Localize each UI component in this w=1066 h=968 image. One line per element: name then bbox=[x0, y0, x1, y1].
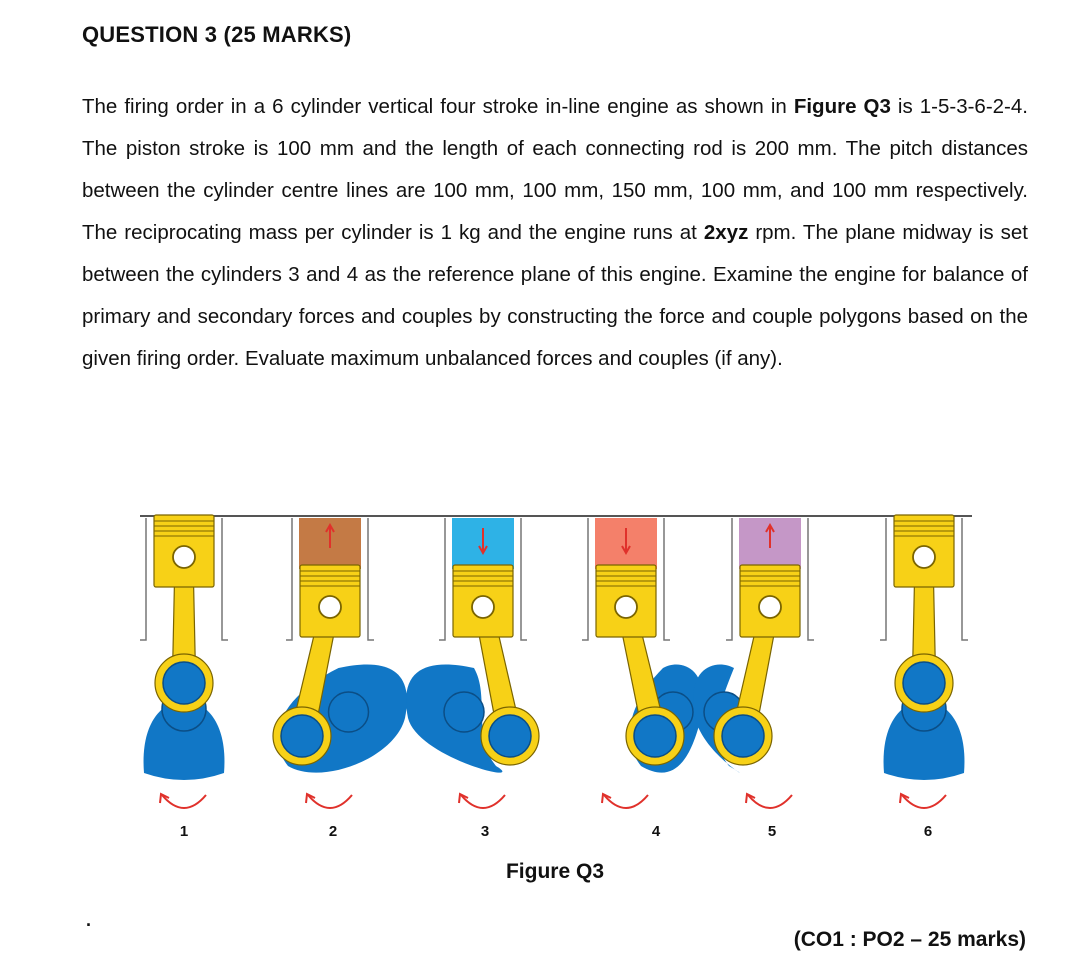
cylinder-3 bbox=[406, 518, 539, 840]
question-heading: QUESTION 3 (25 MARKS) bbox=[82, 22, 352, 47]
cylinder-5 bbox=[693, 518, 814, 840]
question-text bbox=[82, 86, 1028, 380]
crank-pin bbox=[903, 662, 945, 704]
gudgeon-pin bbox=[319, 596, 341, 618]
question-text-part-1: The firing order in a 6 cylinder vertical four stroke in-line engine as shown in bbox=[82, 95, 794, 118]
question-text-part-2: is 1-5-3-6-2-4. The piston stroke is 100 mm and the length of each connecting rod is 200 mm. The pitch distances between the cylinder centre lines are 100 mm, 100 mm, 150 mm, 100 mm, and 100 mm respectively. The reciprocating mass per cylinder is 1 kg and the engine runs at bbox=[82, 95, 1028, 244]
engine-speed: 2xyz bbox=[703, 221, 749, 244]
gudgeon-pin bbox=[472, 596, 494, 618]
cylinder-label-3: 3 bbox=[480, 823, 490, 840]
crankshaft-journal bbox=[329, 692, 369, 732]
figure-reference: Figure Q3 bbox=[793, 95, 891, 118]
cylinder-label-1: 1 bbox=[179, 823, 189, 840]
cylinder-label-5: 5 bbox=[767, 823, 777, 840]
cylinder-2 bbox=[273, 518, 407, 840]
cylinder-label-2: 2 bbox=[328, 823, 338, 840]
gudgeon-pin bbox=[615, 596, 637, 618]
gudgeon-pin bbox=[759, 596, 781, 618]
engine-figure bbox=[0, 500, 1066, 860]
gudgeon-pin bbox=[173, 546, 195, 568]
cylinder-label-6: 6 bbox=[923, 823, 933, 840]
cylinder-1 bbox=[140, 515, 228, 840]
crank-pin bbox=[281, 715, 323, 757]
figure-caption: Figure Q3 bbox=[505, 860, 605, 883]
stray-dot: . bbox=[86, 910, 92, 930]
cylinder-4 bbox=[582, 518, 703, 840]
gudgeon-pin bbox=[913, 546, 935, 568]
crank-pin bbox=[634, 715, 676, 757]
crank-pin bbox=[722, 715, 764, 757]
cylinder-6 bbox=[880, 515, 968, 840]
crankshaft-journal bbox=[444, 692, 484, 732]
marks-allocation: (CO1 : PO2 – 25 marks) bbox=[793, 928, 1026, 951]
question-text-part-3: rpm. The plane midway is set between the cylinders 3 and 4 as the reference plane of this engine. Examine the engine for balance of primary and secondary forces and couples by constructing the force and couple polygons based on the given firing order. Evaluate maximum unbalanced forces and couples (if any). bbox=[82, 221, 1028, 370]
crank-pin bbox=[489, 715, 531, 757]
cylinder-label-4: 4 bbox=[651, 823, 661, 840]
crank-pin bbox=[163, 662, 205, 704]
